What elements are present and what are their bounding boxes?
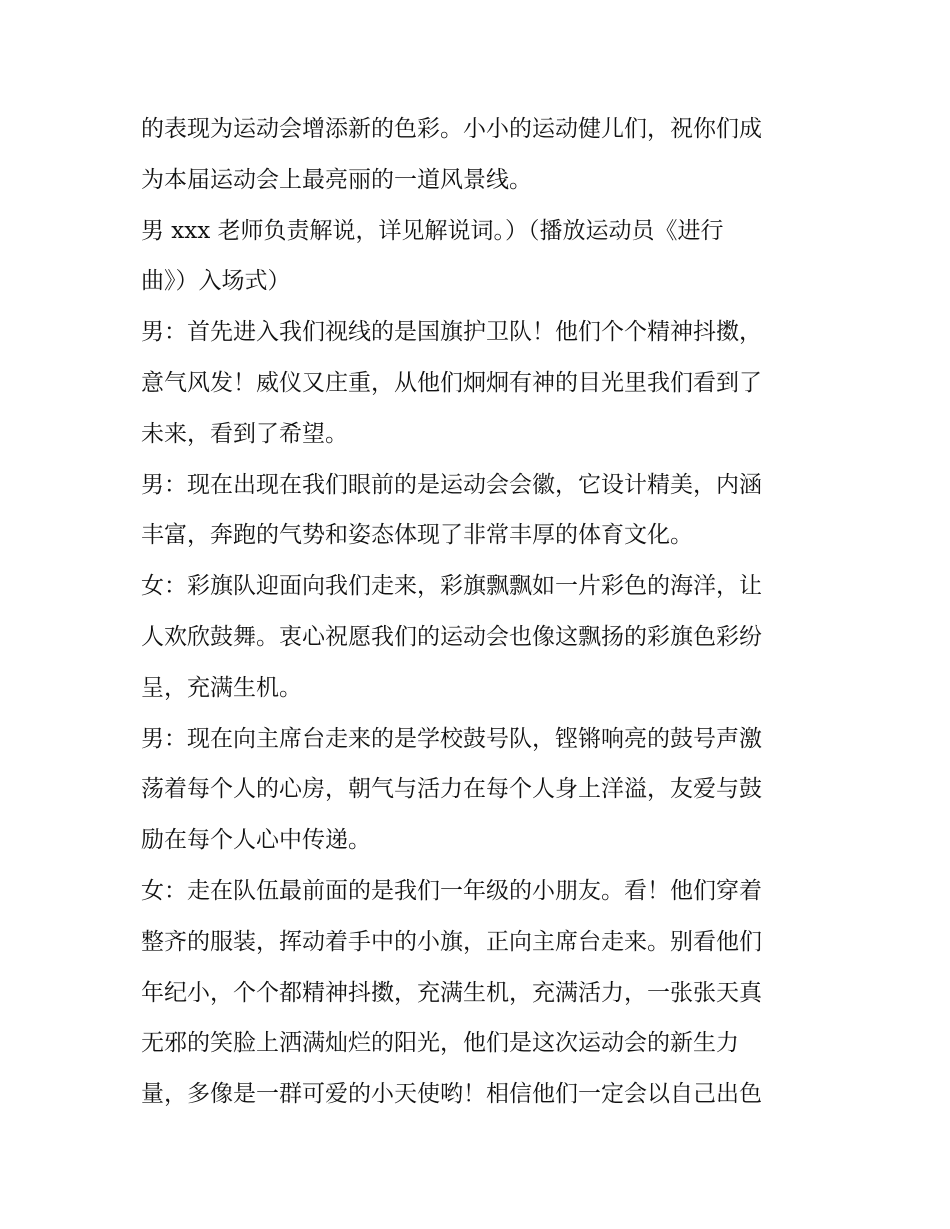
text-line: 励在每个人心中传递。 [141,827,371,854]
document-body [141,104,821,1120]
text-line: 无邪的笑脸上洒满灿烂的阳光，他们是这次运动会的新生力 [141,1030,739,1057]
text-line: 女：走在队伍最前面的是我们一年级的小朋友。看！他们穿着 [141,877,762,904]
text-line: 的表现为运动会增添新的色彩。小小的运动健儿们，祝你们成 [141,116,762,142]
text-line: 荡着每个人的心房，朝气与活力在每个人身上洋溢，友爱与鼓 [141,776,762,803]
text-line: 为本届运动会上最亮丽的一道风景线。 [141,166,532,193]
text-line: 呈，充满生机。 [141,674,302,701]
text-line: 丰富，奔跑的气势和姿态体现了非常丰厚的体育文化。 [141,522,693,549]
text-line: 量，多像是一群可爱的小天使哟！相信他们一定会以自己出色 [141,1081,762,1108]
text-line: 男：现在出现在我们眼前的是运动会会徽，它设计精美，内涵 [141,471,762,498]
text-line: 曲》）入场式） [141,268,291,295]
text-line: 男：首先进入我们视线的是国旗护卫队！他们个个精神抖擞， [141,319,762,346]
text-line: 人欢欣鼓舞。衷心祝愿我们的运动会也像这飘扬的彩旗色彩纷 [141,623,762,650]
text-line: 整齐的服装，挥动着手中的小旗，正向主席台走来。别看他们 [141,928,762,955]
text-line: 年纪小，个个都精神抖擞，充满生机，充满活力，一张张天真 [141,979,762,1006]
text-line: 女：彩旗队迎面向我们走来，彩旗飘飘如一片彩色的海洋，让 [141,573,762,600]
text-line: 男：现在向主席台走来的是学校鼓号队，铿锵响亮的鼓号声激 [141,725,762,752]
text-line: 意气风发！威仪又庄重，从他们炯炯有神的目光里我们看到了 [141,369,762,396]
text-line: 未来，看到了希望。 [141,420,348,447]
text-line: 男 xxx 老师负责解说，详见解说词。）（播放运动员《进行 [141,217,724,244]
